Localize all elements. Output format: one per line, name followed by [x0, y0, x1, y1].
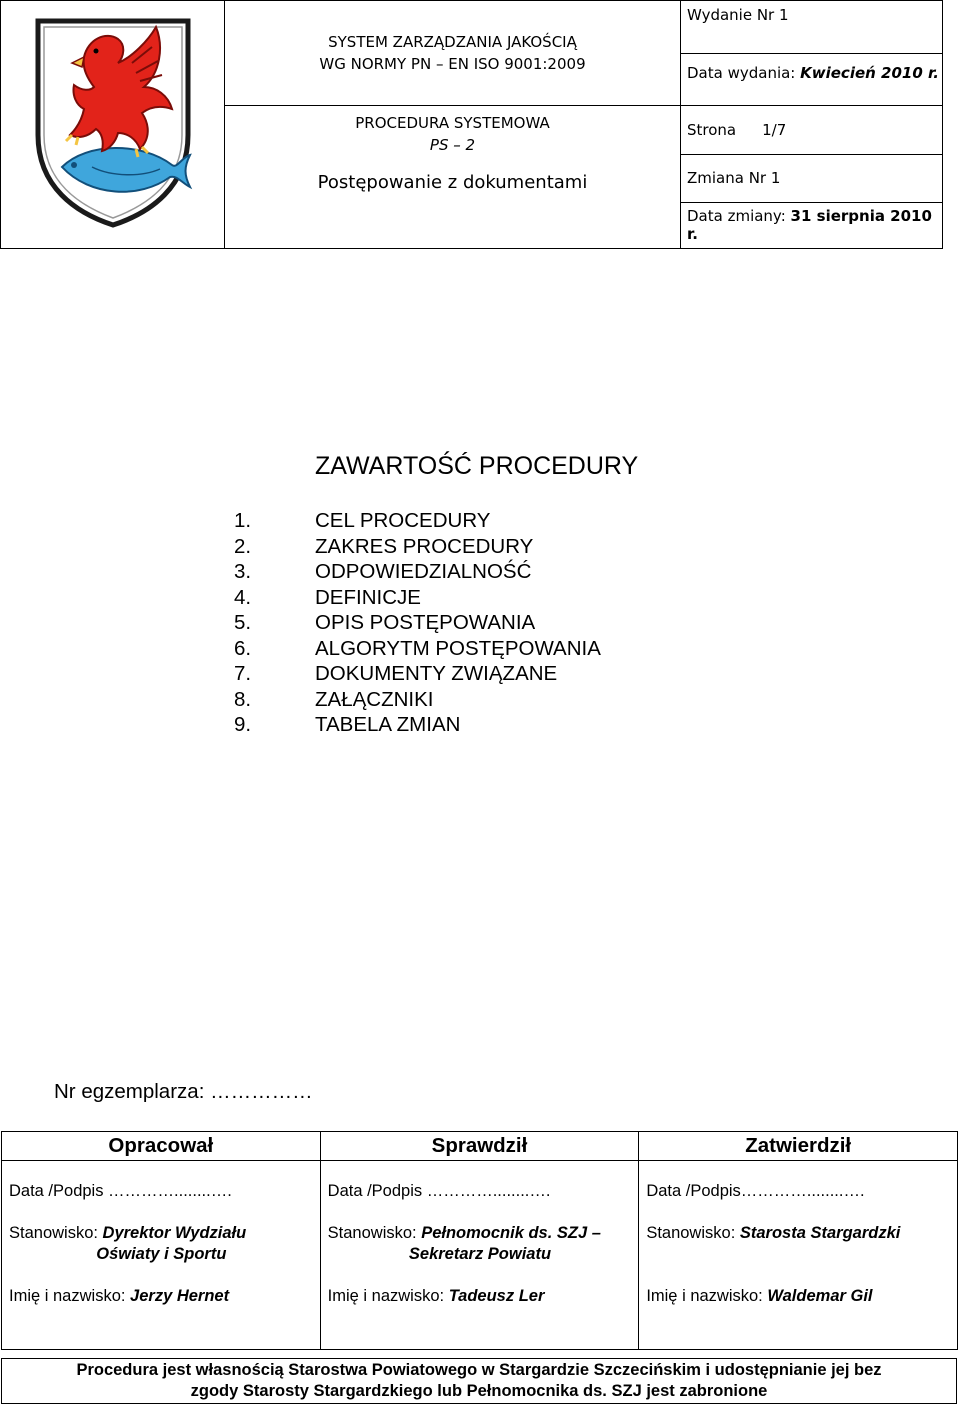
- change-date-label: Data zmiany:: [687, 207, 791, 226]
- toc-item: [234, 661, 601, 687]
- toc-item-number: 2.: [234, 534, 252, 558]
- toc-item-text: DOKUMENTY ZWIĄZANE: [315, 662, 558, 685]
- signature-cell-prepared: [2, 1161, 321, 1350]
- name-value: Jerzy Hernet: [130, 1287, 230, 1305]
- document-header: [0, 0, 943, 249]
- signature-cell-checked: [320, 1161, 639, 1350]
- heading-prepared: Opracował: [2, 1132, 321, 1161]
- toc-item-number: 5.: [234, 611, 252, 634]
- change-no-cell: [681, 154, 943, 202]
- system-title-cell: [225, 1, 681, 106]
- ownership-notice-line1: Procedura jest własnością Starostwa Powiatowego w Stargardzie Szczecińskim i udostępnianie jej bez: [76, 1361, 882, 1379]
- position-label: Stanowisko:: [646, 1224, 740, 1242]
- issue-date-value: Kwiecień 2010 r.: [800, 64, 939, 82]
- page-label: Strona: [687, 121, 737, 140]
- toc-item: [234, 636, 601, 662]
- date-signature: Data /Podpis…………........….: [646, 1182, 865, 1200]
- toc-item: [234, 712, 601, 738]
- procedure-name: Postępowanie z dokumentami: [317, 172, 588, 194]
- page-value: 1/7: [762, 121, 787, 140]
- coat-of-arms-cell: [1, 1, 225, 249]
- edition-cell: [681, 1, 943, 106]
- toc-item-text: ALGORYTM POSTĘPOWANIA: [315, 636, 601, 660]
- toc-list: [234, 508, 601, 738]
- toc-item-text: ODPOWIEDZIALNOŚĆ: [315, 560, 532, 583]
- name-value: Waldemar Gil: [767, 1287, 873, 1305]
- position-value: Starosta Stargardzki: [739, 1224, 901, 1242]
- issue-date-row: [681, 54, 942, 82]
- position-value: Dyrektor Wydziału: [102, 1224, 247, 1242]
- edition-label: Wydanie Nr 1: [687, 6, 789, 24]
- position-value-line2: Oświaty i Sportu: [96, 1245, 227, 1263]
- toc-item-number: 9.: [234, 713, 252, 736]
- toc-item-text: TABELA ZMIAN: [315, 713, 461, 736]
- signature-cell-approved: [639, 1161, 958, 1350]
- toc-item: [234, 534, 601, 560]
- toc-item-text: ZAKRES PROCEDURY: [315, 534, 534, 558]
- toc-item-text: CEL PROCEDURY: [315, 509, 491, 532]
- heading-approved: Zatwierdził: [639, 1132, 958, 1161]
- copy-number: Nr egzemplarza: ……………: [54, 1080, 313, 1103]
- position-label: Stanowisko:: [327, 1224, 422, 1242]
- toc-item-number: 8.: [234, 687, 252, 711]
- change-no: Zmiana Nr 1: [687, 169, 781, 188]
- change-date-cell: [681, 202, 943, 248]
- issue-date-label: Data wydania:: [687, 64, 801, 82]
- name-label: Imię i nazwisko:: [646, 1287, 768, 1305]
- toc-item-number: 7.: [234, 662, 252, 685]
- edition-row: [681, 1, 942, 54]
- toc-item-text: DEFINICJE: [315, 585, 421, 609]
- toc-item: [234, 508, 601, 534]
- toc-item: [234, 687, 601, 713]
- name-label: Imię i nazwisko:: [9, 1287, 131, 1305]
- position-label: Stanowisko:: [9, 1224, 103, 1242]
- name-value: Tadeusz Ler: [448, 1287, 545, 1305]
- heading-checked: Sprawdził: [320, 1132, 639, 1161]
- toc-item-number: 1.: [234, 509, 252, 532]
- toc-item-text: ZAŁĄCZNIKI: [315, 687, 434, 711]
- procedure-type: PROCEDURA SYSTEMOWA: [355, 114, 550, 133]
- toc-title: ZAWARTOŚĆ PROCEDURY: [315, 452, 639, 480]
- system-line2: WG NORMY PN – EN ISO 9001:2009: [319, 55, 586, 74]
- procedure-title-cell: [225, 106, 681, 249]
- toc-item-number: 4.: [234, 585, 252, 609]
- position-value-line2: Sekretarz Powiatu: [408, 1245, 552, 1263]
- toc-item: [234, 559, 601, 585]
- ownership-notice: [1, 1358, 957, 1404]
- coat-of-arms-griffin-icon: [32, 17, 194, 229]
- signature-table: [1, 1131, 958, 1350]
- ownership-notice-line2: zgody Starosty Stargardzkiego lub Pełnomocnika ds. SZJ jest zabronione: [190, 1381, 768, 1400]
- change-date-value: 31 sierpnia 2010 r.: [687, 207, 932, 244]
- page-cell: [681, 106, 943, 154]
- date-signature: Data /Podpis …………........….: [9, 1182, 232, 1200]
- toc-item: [234, 610, 601, 636]
- date-signature: Data /Podpis …………........….: [327, 1182, 551, 1200]
- toc-item-text: OPIS POSTĘPOWANIA: [315, 611, 536, 634]
- toc-item: [234, 585, 601, 611]
- toc-item-number: 3.: [234, 560, 252, 583]
- toc-item-number: 6.: [234, 636, 252, 660]
- name-label: Imię i nazwisko:: [327, 1287, 449, 1305]
- position-value: Pełnomocnik ds. SZJ –: [421, 1224, 601, 1242]
- procedure-code: PS – 2: [429, 136, 476, 155]
- system-line1: SYSTEM ZARZĄDZANIA JAKOŚCIĄ: [328, 33, 577, 52]
